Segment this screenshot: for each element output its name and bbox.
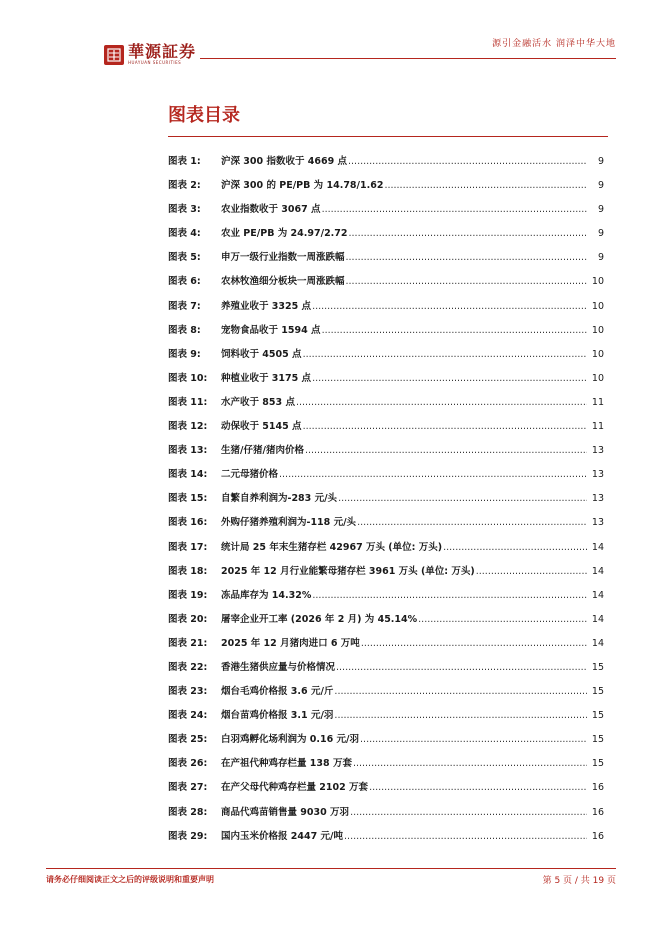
- toc-entry-page: 9: [597, 204, 604, 216]
- toc-entry-page: 11: [591, 421, 604, 433]
- toc-entry-page: 10: [591, 348, 604, 360]
- toc-entry-number: 图表 7:: [168, 300, 201, 312]
- toc-leader-dots: [350, 807, 587, 818]
- toc-entry-number: 图表 9:: [168, 348, 201, 360]
- toc-entry[interactable]: [168, 804, 604, 828]
- toc-entry-title: 烟台毛鸡价格报 3.6 元/斤: [221, 686, 334, 698]
- toc-leader-dots: [305, 445, 587, 456]
- toc-entry-title: 农业 PE/PB 为 24.97/2.72: [221, 228, 348, 240]
- toc-leader-dots: [338, 493, 587, 504]
- toc-entry-number: 图表 20:: [168, 613, 208, 625]
- toc-leader-dots: [360, 734, 587, 745]
- toc-entry[interactable]: [168, 683, 604, 707]
- page-header: [0, 0, 662, 70]
- toc-entry-page: 13: [591, 517, 604, 529]
- toc-entry-page: 11: [591, 396, 604, 408]
- toc-entry-page: 15: [591, 686, 604, 698]
- toc-leader-dots: [443, 542, 587, 553]
- toc-entry-page: 10: [591, 300, 604, 312]
- toc-entry[interactable]: [168, 298, 604, 322]
- toc-leader-dots: [279, 469, 587, 480]
- toc-leader-dots: [349, 228, 587, 239]
- toc-entry[interactable]: [168, 659, 604, 683]
- toc-entry[interactable]: [168, 225, 604, 249]
- toc-entry-page: 16: [591, 830, 604, 842]
- toc-entry[interactable]: [168, 370, 604, 394]
- toc-leader-dots: [322, 325, 587, 336]
- toc-entry[interactable]: [168, 273, 604, 297]
- toc-entry-page: 14: [591, 637, 604, 649]
- toc-entry-number: 图表 27:: [168, 782, 208, 794]
- toc-leader-dots: [303, 421, 587, 432]
- toc-entry-title: 屠宰企业开工率 (2026 年 2 月) 为 45.14%: [221, 613, 418, 625]
- toc-entry-title: 冻品库存为 14.32%: [221, 589, 312, 601]
- toc-entry-title: 养殖业收于 3325 点: [221, 300, 312, 312]
- toc-entry-number: 图表 17:: [168, 541, 208, 553]
- toc-entry-title: 白羽鸡孵化场利润为 0.16 元/羽: [221, 734, 360, 746]
- toc-entry-page: 9: [597, 252, 604, 264]
- toc-entry-page: 10: [591, 276, 604, 288]
- toc-entry-title: 农业指数收于 3067 点: [221, 204, 321, 216]
- header-divider: [200, 58, 616, 59]
- toc-leader-dots: [344, 831, 587, 842]
- company-logo: [104, 42, 196, 68]
- footer-divider: [46, 868, 616, 869]
- toc-leader-dots: [348, 156, 587, 167]
- toc-entry-page: 15: [591, 710, 604, 722]
- toc-entry-title: 宠物食品收于 1594 点: [221, 324, 321, 336]
- toc-entry-number: 图表 4:: [168, 228, 201, 240]
- toc-entry-title: 农林牧渔细分板块一周涨跌幅: [221, 276, 345, 288]
- toc-entry-title: 2025 年 12 月行业能繁母猪存栏 3961 万头 (单位: 万头): [221, 565, 475, 577]
- toc-entry[interactable]: [168, 490, 604, 514]
- toc-entry-number: 图表 26:: [168, 758, 208, 770]
- toc-entry-page: 13: [591, 445, 604, 457]
- toc-entry-number: 图表 5:: [168, 252, 201, 264]
- toc-entry-page: 10: [591, 372, 604, 384]
- toc-entry-page: 10: [591, 324, 604, 336]
- toc-entry-number: 图表 21:: [168, 637, 208, 649]
- toc-leader-dots: [384, 180, 587, 191]
- toc-entry[interactable]: [168, 346, 604, 370]
- toc-entry-page: 9: [597, 228, 604, 240]
- toc-leader-dots: [312, 373, 587, 384]
- toc-entry-number: 图表 13:: [168, 445, 208, 457]
- toc-entry-page: 9: [597, 156, 604, 167]
- toc-entry[interactable]: [168, 731, 604, 755]
- logo-name-en: HUAYUAN SECURITIES: [128, 60, 182, 65]
- toc-entry[interactable]: [168, 755, 604, 779]
- toc-entry-number: 图表 2:: [168, 180, 201, 192]
- toc-leader-dots: [369, 782, 587, 793]
- toc-entry[interactable]: [168, 587, 604, 611]
- toc-entry[interactable]: [168, 466, 604, 490]
- toc-leader-dots: [346, 252, 587, 263]
- toc-entry-title: 外购仔猪养殖利润为-118 元/头: [221, 517, 357, 529]
- toc-entry-number: 图表 3:: [168, 204, 201, 216]
- footer-disclaimer: 请务必仔细阅读正文之后的评级说明和重要声明: [46, 875, 214, 884]
- toc-entry-page: 15: [591, 661, 604, 673]
- toc-leader-dots: [334, 686, 587, 697]
- toc-entry-title: 动保收于 5145 点: [221, 421, 302, 433]
- toc-entry-page: 13: [591, 493, 604, 505]
- toc-entry-number: 图表 28:: [168, 806, 208, 818]
- toc-leader-dots: [336, 662, 587, 673]
- toc-leader-dots: [296, 397, 587, 408]
- toc-entry-number: 图表 24:: [168, 710, 208, 722]
- toc-leader-dots: [303, 349, 587, 360]
- toc-entry[interactable]: [168, 322, 604, 346]
- toc-entry-title: 国内玉米价格报 2447 元/吨: [221, 830, 344, 842]
- toc-entry-number: 图表 11:: [168, 396, 208, 408]
- toc-entry-number: 图表 12:: [168, 421, 208, 433]
- toc-entry[interactable]: [168, 201, 604, 225]
- title-divider: [168, 136, 608, 137]
- toc-entry-page: 14: [591, 613, 604, 625]
- toc-entry-title: 统计局 25 年末生猪存栏 42967 万头 (单位: 万头): [221, 541, 443, 553]
- toc-leader-dots: [361, 638, 587, 649]
- toc-entry-title: 申万一级行业指数一周涨跌幅: [221, 252, 345, 264]
- toc-entry[interactable]: [168, 707, 604, 731]
- toc-entry-title: 沪深 300 指数收于 4669 点: [221, 156, 348, 167]
- toc-entry[interactable]: [168, 611, 604, 635]
- toc-entry-title: 在产祖代种鸡存栏量 138 万套: [221, 758, 352, 770]
- toc-leader-dots: [353, 758, 587, 769]
- toc-entry-number: 图表 16:: [168, 517, 208, 529]
- toc-leader-dots: [476, 566, 587, 577]
- figure-list: [168, 153, 604, 852]
- toc-entry[interactable]: [168, 828, 604, 852]
- toc-leader-dots: [418, 614, 587, 625]
- toc-entry-title: 水产收于 853 点: [221, 396, 295, 408]
- toc-entry-page: 16: [591, 782, 604, 794]
- toc-entry-title: 沪深 300 的 PE/PB 为 14.78/1.62: [221, 180, 384, 192]
- toc-entry-title: 二元母猪价格: [221, 469, 279, 481]
- toc-entry-title: 种植业收于 3175 点: [221, 372, 312, 384]
- toc-entry-page: 14: [591, 589, 604, 601]
- toc-entry-number: 图表 14:: [168, 469, 208, 481]
- toc-entry[interactable]: [168, 514, 604, 538]
- toc-entry-number: 图表 1:: [168, 156, 201, 167]
- toc-entry-page: 14: [591, 541, 604, 553]
- footer-page-number: 第 5 页 / 共 19 页: [542, 876, 616, 886]
- toc-entry[interactable]: [168, 635, 604, 659]
- toc-entry-page: 14: [591, 565, 604, 577]
- page-title: 图表目录: [168, 105, 240, 126]
- toc-entry[interactable]: [168, 563, 604, 587]
- toc-leader-dots: [312, 301, 587, 312]
- toc-entry[interactable]: [168, 394, 604, 418]
- header-slogan: 源引金融活水 润泽中华大地: [492, 39, 616, 49]
- toc-entry-number: 图表 22:: [168, 661, 208, 673]
- toc-entry-number: 图表 19:: [168, 589, 208, 601]
- toc-entry-page: 15: [591, 758, 604, 770]
- toc-entry[interactable]: [168, 177, 604, 201]
- toc-entry-number: 图表 18:: [168, 565, 208, 577]
- toc-entry-title: 2025 年 12 月猪肉进口 6 万吨: [221, 637, 360, 649]
- toc-leader-dots: [357, 517, 587, 528]
- logo-seal-icon: [104, 45, 124, 65]
- toc-entry-page: 16: [591, 806, 604, 818]
- toc-entry[interactable]: [168, 153, 604, 177]
- toc-entry-number: 图表 23:: [168, 686, 208, 698]
- toc-entry-title: 在产父母代种鸡存栏量 2102 万套: [221, 782, 369, 794]
- toc-entry-number: 图表 8:: [168, 324, 201, 336]
- toc-entry-number: 图表 25:: [168, 734, 208, 746]
- logo-name: 華源証券: [128, 42, 197, 61]
- toc-entry-title: 饲料收于 4505 点: [221, 348, 302, 360]
- toc-leader-dots: [312, 590, 587, 601]
- toc-entry-title: 烟台苗鸡价格报 3.1 元/羽: [221, 710, 334, 722]
- toc-entry[interactable]: [168, 249, 604, 273]
- toc-entry-number: 图表 15:: [168, 493, 208, 505]
- toc-entry[interactable]: [168, 418, 604, 442]
- toc-entry[interactable]: [168, 442, 604, 466]
- toc-entry-title: 生猪/仔猪/猪肉价格: [221, 445, 304, 457]
- toc-entry-page: 13: [591, 469, 604, 481]
- toc-entry[interactable]: [168, 539, 604, 563]
- toc-entry-title: 商品代鸡苗销售量 9030 万羽: [221, 806, 350, 818]
- toc-leader-dots: [334, 710, 587, 721]
- toc-entry-number: 图表 10:: [168, 372, 208, 384]
- toc-entry-number: 图表 29:: [168, 830, 208, 842]
- toc-entry-title: 香港生猪供应量与价格情况: [221, 661, 336, 673]
- toc-entry-page: 15: [591, 734, 604, 746]
- toc-leader-dots: [322, 204, 587, 215]
- toc-entry[interactable]: [168, 779, 604, 803]
- toc-entry-title: 自繁自养利润为-283 元/头: [221, 493, 338, 505]
- toc-entry-number: 图表 6:: [168, 276, 201, 288]
- toc-entry-page: 9: [597, 180, 604, 192]
- toc-leader-dots: [346, 276, 587, 287]
